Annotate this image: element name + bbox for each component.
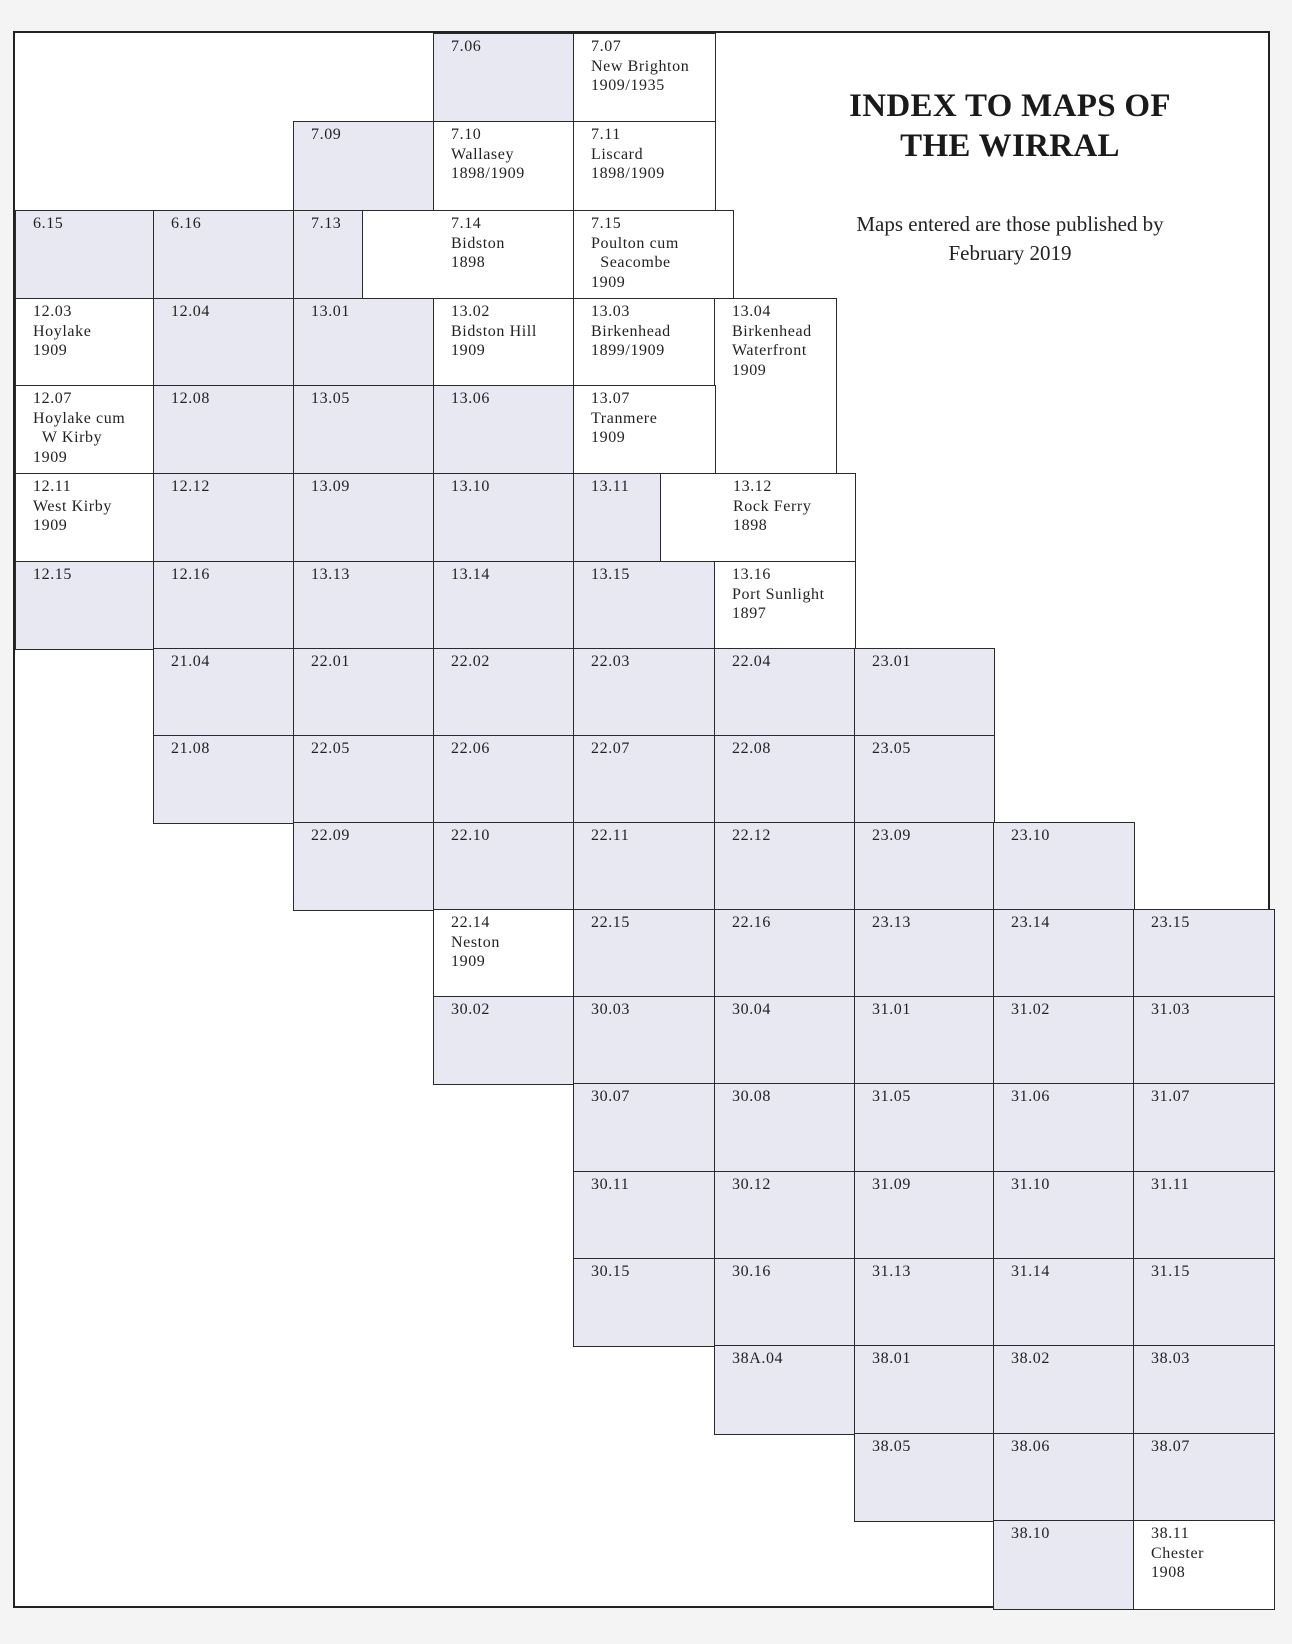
map-sheet-7-10 [433,121,575,212]
sheet-number: 30.04 [732,1001,771,1018]
sheet-number: 30.02 [451,1001,490,1018]
sheet-number: 22.04 [732,653,771,670]
sheet-number: 38.10 [1011,1525,1050,1542]
map-sheet-13-05 [293,385,435,475]
sheet-number: 31.06 [1011,1088,1050,1105]
sheet-number: 30.15 [591,1263,630,1280]
sheet-number: 31.09 [872,1176,911,1193]
map-sheet-23-01 [854,648,995,737]
sheet-number: 21.08 [171,740,210,757]
map-sheet-13-12 [660,473,856,563]
note-line-1: Maps entered are those published by [856,212,1164,236]
sheet-number: 22.12 [732,827,771,844]
sheet-label: 1898 [451,254,486,271]
sheet-number: 13.13 [311,566,350,583]
sheet-number: 31.15 [1151,1263,1190,1280]
sheet-number: 38.05 [872,1438,911,1455]
sheet-number: 23.15 [1151,914,1190,931]
sheet-number: 13.15 [591,566,630,583]
map-sheet-7-13 [293,210,364,300]
sheet-label: Wallasey [451,145,515,163]
map-sheet-22-08 [714,735,856,824]
sheet-number: 38.02 [1011,1350,1050,1367]
sheet-number: 30.12 [732,1176,771,1193]
sheet-label: Waterfront [732,342,807,359]
map-sheet-12-16 [153,561,295,650]
map-sheet-31-13 [854,1258,995,1347]
map-sheet-30-03 [573,996,716,1085]
sheet-number: 7.10 [451,126,482,143]
sheet-label: 1908 [1151,1564,1186,1581]
sheet-number: 7.06 [451,38,482,55]
sheet-label: 1909 [33,517,68,534]
map-sheet-30-16 [714,1258,856,1347]
sheet-label: 1898/1909 [451,165,525,182]
sheet-label: 1909 [591,429,626,446]
sheet-number: 38.11 [1151,1525,1190,1542]
map-sheet-22-14 [433,909,575,998]
sheet-number: 6.16 [171,215,202,232]
sheet-number: 7.07 [591,38,622,55]
sheet-number: 30.08 [732,1088,771,1105]
map-sheet-22-05 [293,735,435,824]
sheet-number: 31.11 [1151,1176,1190,1193]
sheet-number: 7.14 [451,215,482,232]
sheet-label: 1909 [591,273,626,291]
map-sheet-31-14 [993,1258,1135,1347]
map-sheet-30-02 [433,996,575,1085]
map-sheet-22-04 [714,648,856,737]
map-sheet-13-11 [573,473,662,563]
sheet-label: Liscard [591,145,644,163]
sheet-label: 1897 [732,605,767,622]
sheet-number: 22.16 [732,914,771,931]
map-sheet-12-08 [153,385,295,475]
sheet-number: 38.07 [1151,1438,1190,1455]
sheet-number: 22.15 [591,914,630,931]
map-sheet-13-01 [293,298,435,387]
sheet-number: 13.05 [311,390,350,407]
sheet-label: 1909 [451,953,486,970]
sheet-number: 13.02 [451,303,490,320]
map-sheet-22-06 [433,735,575,824]
sheet-number: 31.03 [1151,1001,1190,1018]
map-sheet-38-11 [1133,1520,1275,1610]
map-sheet-13-09 [293,473,435,563]
sheet-number: 7.15 [591,215,622,232]
sheet-number: 13.16 [732,566,771,583]
map-sheet-23-09 [854,822,995,911]
map-sheet-31-02 [993,996,1135,1085]
map-sheet-22-16 [714,909,856,998]
map-sheet-13-03 [573,298,716,387]
sheet-number: 12.08 [171,390,210,407]
map-sheet-7-11 [573,121,716,212]
sheet-number: 13.07 [591,390,630,407]
map-sheet-31-10 [993,1171,1135,1260]
map-sheet-38-06 [993,1433,1135,1522]
map-sheet-31-15 [1133,1258,1275,1347]
sheet-number: 12.15 [33,566,72,583]
sheet-number: 12.12 [171,478,210,495]
sheet-number: 22.10 [451,827,490,844]
map-sheet-22-11 [573,822,716,911]
map-sheet-22-15 [573,909,716,998]
sheet-number: 30.16 [732,1263,771,1280]
sheet-number: 12.11 [33,478,72,495]
sheet-number: 13.04 [732,303,771,320]
map-sheet-12-12 [153,473,295,563]
map-sheet-12-03 [15,298,155,387]
sheet-number: 21.04 [171,653,210,670]
sheet-number: 23.14 [1011,914,1050,931]
sheet-number: 38.06 [1011,1438,1050,1455]
map-sheet-12-07 [15,385,155,475]
sheet-number: 23.13 [872,914,911,931]
map-sheet-38-05 [854,1433,995,1522]
map-sheet-12-04 [153,298,295,387]
map-sheet-12-11 [15,473,155,563]
sheet-number: 22.01 [311,653,350,670]
sheet-number: 31.07 [1151,1088,1190,1105]
map-sheet-30-04 [714,996,856,1085]
sheet-number: 13.01 [311,303,350,320]
map-sheet-21-04 [153,648,295,737]
map-sheet-23-15 [1133,909,1275,998]
map-sheet-22-09 [293,822,435,911]
sheet-number: 6.15 [33,215,64,232]
map-sheet-31-05 [854,1083,995,1173]
sheet-number: 31.01 [872,1001,911,1018]
sheet-number: 31.02 [1011,1001,1050,1018]
map-sheet-30-12 [714,1171,856,1260]
sheet-number: 31.10 [1011,1176,1050,1193]
map-sheet-38A-04 [714,1345,856,1435]
map-sheet-30-07 [573,1083,716,1173]
map-sheet-22-03 [573,648,716,737]
sheet-number: 13.10 [451,478,490,495]
map-sheet-13-14 [433,561,575,650]
sheet-number: 38.03 [1151,1350,1190,1367]
sheet-number: 7.09 [311,126,342,143]
sheet-label: Neston [451,933,500,951]
map-sheet-31-11 [1133,1171,1275,1260]
sheet-label: 1909/1935 [591,77,665,94]
map-sheet-13-13 [293,561,435,650]
map-sheet-23-10 [993,822,1135,911]
sheet-label: Birkenhead [591,322,671,340]
sheet-number: 13.14 [451,566,490,583]
sheet-label: Port Sunlight [732,585,825,603]
map-sheet-6-15 [15,210,155,300]
map-sheet-38-07 [1133,1433,1275,1522]
map-sheet-7-14 [362,210,575,300]
map-sheet-31-07 [1133,1083,1275,1173]
sheet-number: 13.09 [311,478,350,495]
sheet-number: 7.11 [591,126,621,143]
map-sheet-30-08 [714,1083,856,1173]
map-sheet-38-10 [993,1520,1135,1610]
sheet-label: 1899/1909 [591,342,665,359]
sheet-number: 22.06 [451,740,490,757]
map-sheet-13-07 [573,385,716,475]
sheet-number: 22.03 [591,653,630,670]
sheet-number: 30.11 [591,1176,630,1193]
sheet-number: 12.07 [33,390,72,407]
map-sheet-13-04 [714,298,837,475]
sheet-label: Hoylake [33,322,92,340]
map-sheet-13-06 [433,385,575,475]
sheet-number: 13.06 [451,390,490,407]
sheet-number: 23.09 [872,827,911,844]
sheet-number: 22.05 [311,740,350,757]
map-sheet-23-14 [993,909,1135,998]
map-sheet-12-15 [15,561,155,650]
sheet-number: 12.03 [33,303,72,320]
sheet-label: Seacombe [591,254,671,271]
sheet-number: 31.13 [872,1263,911,1280]
sheet-label: Poulton cum [591,234,679,252]
sheet-label: West Kirby [33,497,112,515]
sheet-number: 12.16 [171,566,210,583]
sheet-number: 12.04 [171,303,210,320]
map-sheet-7-07 [573,33,716,123]
sheet-label: Birkenhead [732,322,812,340]
sheet-number: 30.07 [591,1088,630,1105]
sheet-number: 31.05 [872,1088,911,1105]
sheet-number: 13.11 [591,478,630,495]
map-sheet-38-01 [854,1345,995,1435]
sheet-label: Bidston [451,234,505,252]
map-sheet-13-02 [433,298,575,387]
sheet-number: 13.03 [591,303,630,320]
sheet-label: 1909 [451,342,486,359]
sheet-label: 1909 [33,448,68,466]
sheet-number: 22.11 [591,827,630,844]
map-sheet-30-15 [573,1258,716,1347]
map-sheet-22-12 [714,822,856,911]
sheet-number: 22.07 [591,740,630,757]
map-sheet-23-13 [854,909,995,998]
title-line-1: INDEX TO MAPS OF [849,88,1171,124]
sheet-number: 22.08 [732,740,771,757]
sheet-number: 31.14 [1011,1263,1050,1280]
sheet-number: 38A.04 [732,1350,784,1367]
map-sheet-31-09 [854,1171,995,1260]
map-sheet-13-10 [433,473,575,563]
sheet-number: 7.13 [311,215,342,232]
map-sheet-7-09 [293,121,435,212]
title-line-2: THE WIRRAL [900,128,1120,164]
map-sheet-22-07 [573,735,716,824]
sheet-label: Rock Ferry [733,497,812,515]
sheet-label: 1909 [732,361,767,379]
sheet-label: 1898 [733,517,768,534]
map-sheet-6-16 [153,210,295,300]
map-sheet-38-03 [1133,1345,1275,1435]
sheet-label: Chester [1151,1544,1205,1562]
map-sheet-21-08 [153,735,295,824]
map-sheet-38-02 [993,1345,1135,1435]
sheet-number: 22.02 [451,653,490,670]
sheet-label: Hoylake cum [33,409,126,427]
map-sheet-23-05 [854,735,995,824]
sheet-number: 13.12 [733,478,772,495]
sheet-number: 23.05 [872,740,911,757]
map-sheet-31-03 [1133,996,1275,1085]
map-sheet-7-06 [433,33,575,123]
sheet-number: 23.10 [1011,827,1050,844]
sheet-label: 1898/1909 [591,165,665,182]
sheet-number: 22.14 [451,914,490,931]
sheet-label: Tranmere [591,409,658,427]
note-line-2: February 2019 [948,241,1072,265]
sheet-label: W Kirby [33,429,103,446]
sheet-number: 30.03 [591,1001,630,1018]
map-sheet-31-06 [993,1083,1135,1173]
sheet-number: 23.01 [872,653,911,670]
map-sheet-7-15 [573,210,734,300]
map-sheet-22-02 [433,648,575,737]
sheet-number: 22.09 [311,827,350,844]
sheet-label: New Brighton [591,57,690,75]
map-sheet-22-10 [433,822,575,911]
sheet-label: Bidston Hill [451,322,537,340]
map-sheet-13-16 [714,561,856,650]
map-sheet-22-01 [293,648,435,737]
map-sheet-13-15 [573,561,716,650]
map-sheet-31-01 [854,996,995,1085]
sheet-number: 38.01 [872,1350,911,1367]
sheet-label: 1909 [33,342,68,359]
map-sheet-30-11 [573,1171,716,1260]
